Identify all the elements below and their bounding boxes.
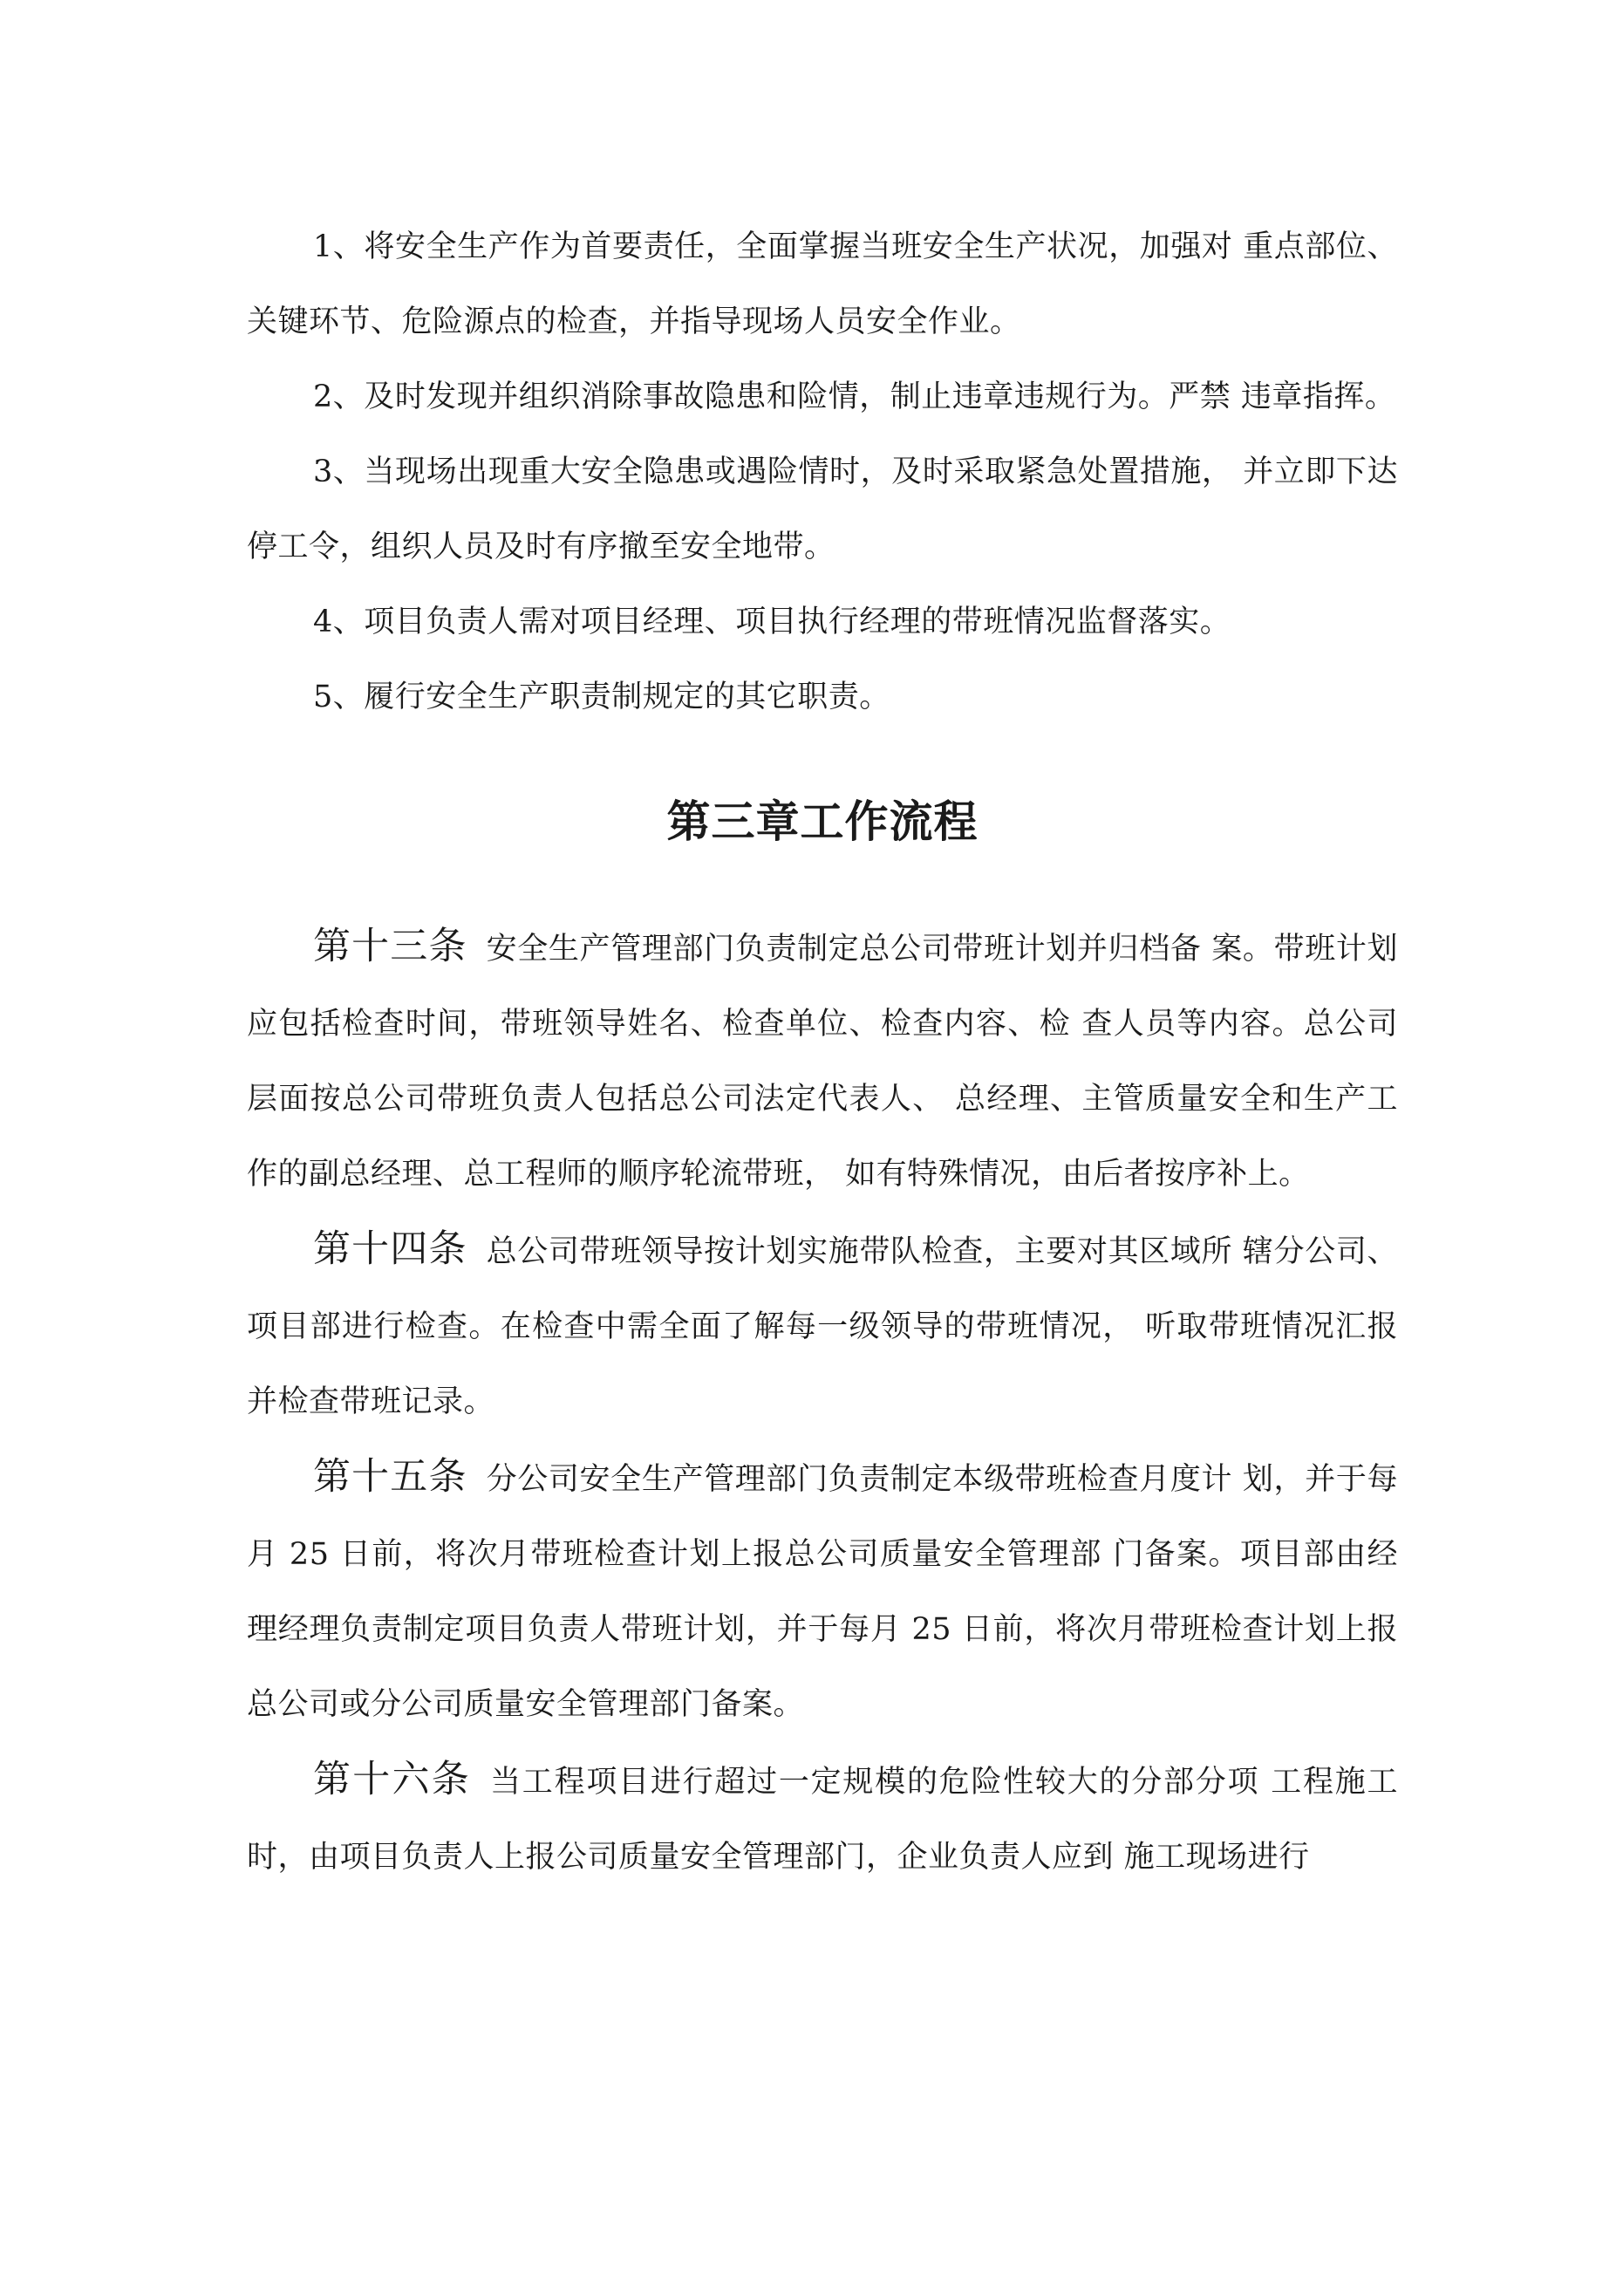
duty-item-3: 3、当现场出现重大安全隐患或遇险情时，及时采取紧急处置措施， 并立即下达停工令，组织人员及时有序撤至安全地带。 [247, 454, 1398, 564]
article-number: 第十五条 [313, 1455, 467, 1499]
article-13 [247, 909, 1398, 1212]
article-number: 第十六条 [313, 1758, 472, 1801]
article-14 [247, 1212, 1398, 1439]
article-text: 总公司带班领导按计划实施带队检查，主要对其区域所 辖分公司、项目部进行检查。在检查中需全面了解每一级领导的带班情况， 听取带班情况汇报并检查带班记录。 [247, 1234, 1398, 1419]
article-number: 第十三条 [313, 925, 467, 968]
article-number: 第十四条 [313, 1227, 467, 1271]
duty-item-2: 2、及时发现并组织消除事故隐患和险情，制止违章违规行为。严禁 违章指挥。 [313, 379, 1396, 414]
duty-item-5: 5、履行安全生产职责制规定的其它职责。 [313, 680, 890, 714]
articles-list [247, 909, 1398, 1895]
page-content [247, 209, 1398, 1895]
article-text: 安全生产管理部门负责制定总公司带班计划并归档备 案。带班计划应包括检查时间，带班领导姓名、检查单位、检查内容、检 查人员等内容。总公司层面按总公司带班负责人包括总公司法定代表人、 总经理、主管质量安全和生产工作的副总经理、总工程师的顺序轮流带班， 如有特殊情况，由后者按序补上。 [247, 932, 1398, 1192]
chapter-title: 第三章工作流程 [666, 796, 979, 847]
duty-item-4: 4、项目负责人需对项目经理、项目执行经理的带班情况监督落实。 [313, 605, 1231, 639]
article-text: 当工程项目进行超过一定规模的危险性较大的分部分项 工程施工时，由项目负责人上报公司质量安全管理部门，企业负责人应到 施工现场进行 [247, 1765, 1398, 1875]
article-16 [247, 1742, 1398, 1895]
duties-list [247, 209, 1398, 735]
duty-item-1: 1、将安全生产作为首要责任，全面掌握当班安全生产状况，加强对 重点部位、关键环节、危险源点的检查，并指导现场人员安全作业。 [247, 229, 1398, 339]
article-15 [247, 1439, 1398, 1742]
article-text: 分公司安全生产管理部门负责制定本级带班检查月度计 划，并于每月 25 日前，将次月带班检查计划上报总公司质量安全管理部 门备案。项目部由经理经理负责制定项目负责人带班计划，并于每月 25 日前，将次月带班检查计划上报总公司或分公司质量安全管理部门备案。 [247, 1462, 1398, 1722]
